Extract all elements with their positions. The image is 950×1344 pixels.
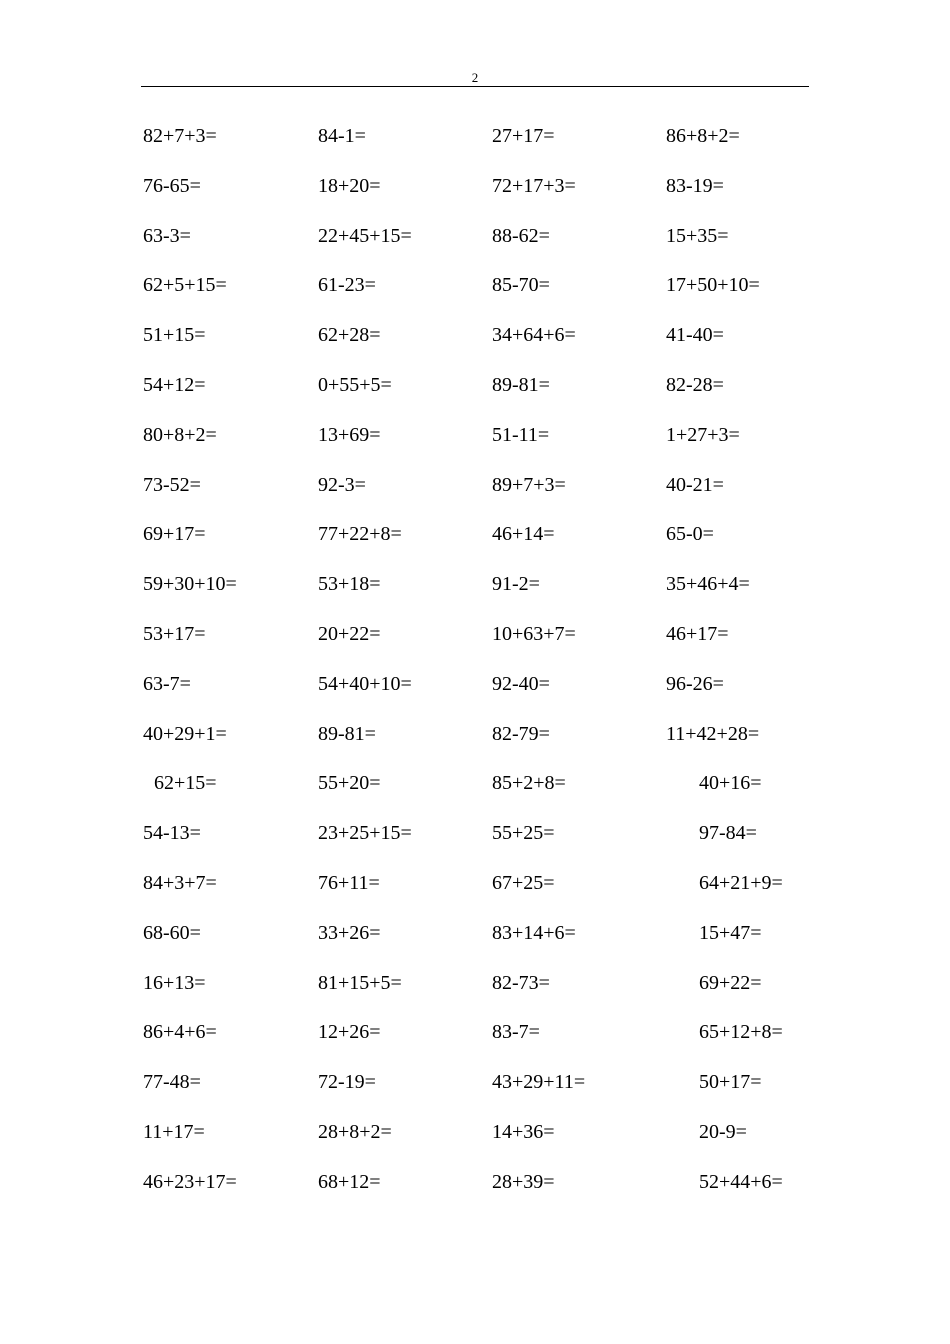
arithmetic-problem: 59+30+10=: [143, 573, 237, 596]
arithmetic-problem: 13+69=: [318, 423, 381, 446]
arithmetic-problem: 52+44+6=: [699, 1170, 783, 1193]
arithmetic-problem: 85+2+8=: [492, 772, 566, 795]
arithmetic-problem: 62+28=: [318, 324, 381, 347]
arithmetic-problem: 72-19=: [318, 1071, 376, 1094]
arithmetic-problem: 51+15=: [143, 324, 206, 347]
problem-row: [0, 172, 950, 222]
arithmetic-problem: 23+25+15=: [318, 822, 412, 845]
problem-row: [0, 670, 950, 720]
arithmetic-problem: 33+26=: [318, 921, 381, 944]
arithmetic-problem: 40-21=: [666, 473, 724, 496]
problem-row: [0, 222, 950, 272]
arithmetic-problem: 55+20=: [318, 772, 381, 795]
arithmetic-problem-grid: [0, 122, 950, 1218]
arithmetic-problem: 80+8+2=: [143, 423, 217, 446]
arithmetic-problem: 89-81=: [492, 373, 550, 396]
arithmetic-problem: 89-81=: [318, 722, 376, 745]
arithmetic-problem: 63-3=: [143, 224, 191, 247]
problem-row: [0, 1018, 950, 1068]
problem-row: [0, 1068, 950, 1118]
arithmetic-problem: 88-62=: [492, 224, 550, 247]
arithmetic-problem: 40+29+1=: [143, 722, 227, 745]
arithmetic-problem: 96-26=: [666, 672, 724, 695]
arithmetic-problem: 68+12=: [318, 1170, 381, 1193]
arithmetic-problem: 43+29+11=: [492, 1071, 586, 1094]
problem-row: [0, 122, 950, 172]
arithmetic-problem: 76+11=: [318, 871, 380, 894]
problem-row: [0, 620, 950, 670]
arithmetic-problem: 34+64+6=: [492, 324, 576, 347]
arithmetic-problem: 51-11=: [492, 423, 550, 446]
problem-row: [0, 520, 950, 570]
arithmetic-problem: 1+27+3=: [666, 423, 740, 446]
arithmetic-problem: 72+17+3=: [492, 174, 576, 197]
arithmetic-problem: 54-13=: [143, 822, 201, 845]
arithmetic-problem: 82-73=: [492, 971, 550, 994]
arithmetic-problem: 85-70=: [492, 274, 550, 297]
arithmetic-problem: 15+35=: [666, 224, 729, 247]
arithmetic-problem: 64+21+9=: [699, 871, 783, 894]
arithmetic-problem: 67+25=: [492, 871, 555, 894]
arithmetic-problem: 27+17=: [492, 125, 555, 147]
arithmetic-problem: 81+15+5=: [318, 971, 402, 994]
arithmetic-problem: 62+15=: [154, 772, 217, 795]
arithmetic-problem: 84+3+7=: [143, 871, 217, 894]
arithmetic-problem: 61-23=: [318, 274, 376, 297]
arithmetic-problem: 83+14+6=: [492, 921, 576, 944]
arithmetic-problem: 62+5+15=: [143, 274, 227, 297]
arithmetic-problem: 73-52=: [143, 473, 201, 496]
arithmetic-problem: 89+7+3=: [492, 473, 566, 496]
page-number: 2: [471, 70, 479, 85]
arithmetic-problem: 28+8+2=: [318, 1120, 392, 1143]
arithmetic-problem: 91-2=: [492, 573, 540, 596]
arithmetic-problem: 77+22+8=: [318, 523, 402, 546]
arithmetic-problem: 69+17=: [143, 523, 206, 546]
arithmetic-problem: 83-7=: [492, 1021, 540, 1044]
arithmetic-problem: 53+18=: [318, 573, 381, 596]
arithmetic-problem: 82+7+3=: [143, 125, 217, 147]
arithmetic-problem: 18+20=: [318, 174, 381, 197]
problem-row: [0, 819, 950, 869]
arithmetic-problem: 46+14=: [492, 523, 555, 546]
arithmetic-problem: 76-65=: [143, 174, 201, 197]
problem-row: [0, 371, 950, 421]
problem-row: [0, 720, 950, 770]
arithmetic-problem: 65-0=: [666, 523, 714, 546]
arithmetic-problem: 20-9=: [699, 1120, 747, 1143]
arithmetic-problem: 41-40=: [666, 324, 724, 347]
arithmetic-problem: 82-28=: [666, 373, 724, 396]
problem-row: [0, 321, 950, 371]
arithmetic-problem: 69+22=: [699, 971, 762, 994]
arithmetic-problem: 97-84=: [699, 822, 757, 845]
problem-row: [0, 271, 950, 321]
arithmetic-problem: 92-3=: [318, 473, 366, 496]
header-divider: [141, 86, 809, 87]
arithmetic-problem: 11+42+28=: [666, 722, 760, 745]
arithmetic-problem: 77-48=: [143, 1071, 201, 1094]
arithmetic-problem: 53+17=: [143, 622, 206, 645]
problem-row: [0, 570, 950, 620]
arithmetic-problem: 55+25=: [492, 822, 555, 845]
arithmetic-problem: 22+45+15=: [318, 224, 412, 247]
problem-row: [0, 1168, 950, 1218]
problem-row: [0, 919, 950, 969]
arithmetic-problem: 50+17=: [699, 1071, 762, 1094]
arithmetic-problem: 40+16=: [699, 772, 762, 795]
problem-row: [0, 969, 950, 1019]
arithmetic-problem: 46+23+17=: [143, 1170, 237, 1193]
arithmetic-problem: 20+22=: [318, 622, 381, 645]
arithmetic-problem: 11+17=: [143, 1120, 205, 1143]
arithmetic-problem: 54+12=: [143, 373, 206, 396]
arithmetic-problem: 86+8+2=: [666, 125, 740, 147]
arithmetic-problem: 10+63+7=: [492, 622, 576, 645]
arithmetic-problem: 65+12+8=: [699, 1021, 783, 1044]
arithmetic-problem: 17+50+10=: [666, 274, 760, 297]
arithmetic-problem: 83-19=: [666, 174, 724, 197]
arithmetic-problem: 12+26=: [318, 1021, 381, 1044]
arithmetic-problem: 15+47=: [699, 921, 762, 944]
arithmetic-problem: 68-60=: [143, 921, 201, 944]
arithmetic-problem: 92-40=: [492, 672, 550, 695]
arithmetic-problem: 16+13=: [143, 971, 206, 994]
problem-row: [0, 1118, 950, 1168]
arithmetic-problem: 28+39=: [492, 1170, 555, 1193]
problem-row: [0, 869, 950, 919]
arithmetic-problem: 84-1=: [318, 125, 366, 147]
arithmetic-problem: 46+17=: [666, 622, 729, 645]
arithmetic-problem: 54+40+10=: [318, 672, 412, 695]
problem-row: [0, 471, 950, 521]
arithmetic-problem: 0+55+5=: [318, 373, 392, 396]
problem-row: [0, 421, 950, 471]
problem-row: [0, 769, 950, 819]
arithmetic-problem: 63-7=: [143, 672, 191, 695]
arithmetic-problem: 86+4+6=: [143, 1021, 217, 1044]
arithmetic-problem: 82-79=: [492, 722, 550, 745]
arithmetic-problem: 35+46+4=: [666, 573, 750, 596]
arithmetic-problem: 14+36=: [492, 1120, 555, 1143]
